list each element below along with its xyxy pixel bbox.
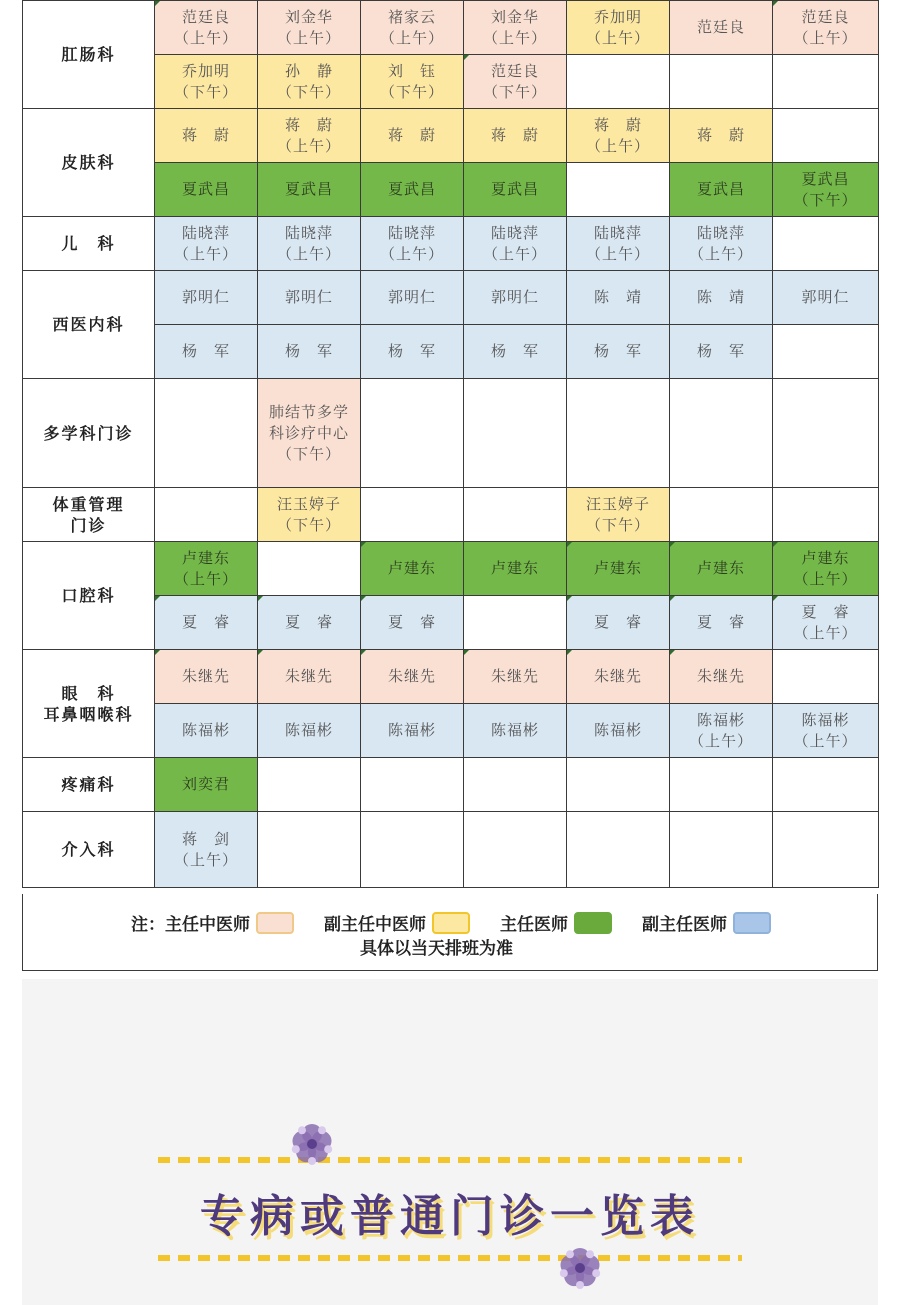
schedule-cell xyxy=(155,325,258,379)
doctor-name: 郭明仁 xyxy=(801,288,850,306)
schedule-cell xyxy=(773,542,879,596)
doctor-name: 褚家云 （上午） xyxy=(379,7,444,47)
doctor-name: 刘奕君 xyxy=(181,775,230,793)
schedule-cell xyxy=(361,650,464,704)
schedule-cell xyxy=(670,758,773,812)
department-cell xyxy=(23,271,155,379)
table-row xyxy=(23,812,879,888)
dashed-divider-bottom xyxy=(158,1255,742,1261)
doctor-name: 夏武昌 xyxy=(181,180,230,198)
schedule-cell xyxy=(258,271,361,325)
schedule-cell xyxy=(258,542,361,596)
doctor-name: 夏 睿 xyxy=(696,613,745,631)
department-label: 皮肤科 xyxy=(61,153,116,172)
schedule-cell xyxy=(567,758,670,812)
schedule-cell xyxy=(464,488,567,542)
table-row xyxy=(23,217,879,271)
schedule-cell xyxy=(670,109,773,163)
doctor-name: 陆晓萍 （上午） xyxy=(276,223,341,263)
schedule-cell xyxy=(670,488,773,542)
schedule-cell xyxy=(773,217,879,271)
doctor-name: 夏 睿 xyxy=(284,613,333,631)
schedule-cell xyxy=(258,812,361,888)
legend-swatch xyxy=(733,912,771,934)
legend-swatch xyxy=(432,912,470,934)
schedule-cell xyxy=(361,55,464,109)
doctor-name: 陆晓萍 （上午） xyxy=(688,223,753,263)
schedule-cell xyxy=(670,812,773,888)
schedule-cell xyxy=(155,488,258,542)
schedule-cell xyxy=(670,325,773,379)
doctor-name: 陈福彬 xyxy=(593,721,642,739)
doctor-name: 郭明仁 xyxy=(181,288,230,306)
doctor-name: 夏 睿 xyxy=(387,613,436,631)
schedule-cell xyxy=(464,704,567,758)
schedule-cell xyxy=(361,109,464,163)
doctor-name: 杨 军 xyxy=(284,342,333,360)
doctor-name: 陆晓萍 （上午） xyxy=(585,223,650,263)
legend-line xyxy=(131,910,771,935)
schedule-cell xyxy=(464,271,567,325)
doctor-name: 卢建东 xyxy=(490,559,539,577)
schedule-cell xyxy=(773,271,879,325)
doctor-name: 朱继先 xyxy=(181,667,230,685)
doctor-name: 朱继先 xyxy=(696,667,745,685)
schedule-cell xyxy=(567,488,670,542)
schedule-cell xyxy=(773,812,879,888)
table-row xyxy=(23,542,879,596)
schedule-cell xyxy=(258,704,361,758)
schedule-cell xyxy=(155,812,258,888)
schedule-cell xyxy=(361,379,464,488)
department-label: 西医内科 xyxy=(52,315,125,334)
doctor-name: 刘金华 （上午） xyxy=(276,7,341,47)
doctor-name: 蒋 蔚 （上午） xyxy=(276,115,341,155)
schedule-cell xyxy=(567,55,670,109)
schedule-cell xyxy=(567,596,670,650)
schedule-cell xyxy=(258,55,361,109)
doctor-name: 蒋 剑 （上午） xyxy=(173,829,238,869)
department-cell xyxy=(23,650,155,758)
schedule-cell xyxy=(155,542,258,596)
legend-swatch xyxy=(574,912,612,934)
doctor-name: 郭明仁 xyxy=(387,288,436,306)
schedule-cell xyxy=(567,704,670,758)
schedule-cell xyxy=(670,163,773,217)
schedule-cell xyxy=(670,650,773,704)
schedule-cell xyxy=(464,542,567,596)
legend-label: 副主任医师 xyxy=(642,915,727,935)
doctor-name: 夏武昌 （下午） xyxy=(793,169,858,209)
schedule-cell xyxy=(155,109,258,163)
schedule-cell xyxy=(155,217,258,271)
schedule-cell xyxy=(773,163,879,217)
schedule-cell xyxy=(155,704,258,758)
schedule-cell xyxy=(155,163,258,217)
table-row xyxy=(23,758,879,812)
doctor-name: 杨 军 xyxy=(490,342,539,360)
table-row xyxy=(23,109,879,163)
schedule-cell xyxy=(773,325,879,379)
flower-icon xyxy=(554,1242,606,1294)
schedule-cell xyxy=(361,1,464,55)
schedule-cell xyxy=(670,55,773,109)
schedule-cell xyxy=(670,1,773,55)
schedule-cell xyxy=(155,1,258,55)
doctor-name: 蒋 蔚 xyxy=(696,126,745,144)
doctor-name: 夏武昌 xyxy=(284,180,333,198)
department-cell xyxy=(23,758,155,812)
legend-item-chief-tcm xyxy=(165,910,324,935)
schedule-cell xyxy=(464,325,567,379)
schedule-cell xyxy=(258,758,361,812)
schedule-cell xyxy=(773,704,879,758)
legend-prefix: 注： xyxy=(131,915,165,935)
doctor-name: 卢建东 （上午） xyxy=(173,548,238,588)
department-cell xyxy=(23,488,155,542)
schedule-cell xyxy=(258,1,361,55)
table-row xyxy=(23,271,879,325)
doctor-name: 郭明仁 xyxy=(490,288,539,306)
schedule-cell xyxy=(361,271,464,325)
doctor-name: 陈福彬 xyxy=(284,721,333,739)
schedule-cell xyxy=(464,109,567,163)
department-cell xyxy=(23,1,155,109)
schedule-cell xyxy=(155,596,258,650)
schedule-cell xyxy=(361,542,464,596)
doctor-name: 蒋 蔚 xyxy=(387,126,436,144)
doctor-name: 陈 靖 xyxy=(593,288,642,306)
schedule-cell xyxy=(464,1,567,55)
doctor-name: 卢建东 （上午） xyxy=(793,548,858,588)
doctor-name: 郭明仁 xyxy=(284,288,333,306)
schedule-cell xyxy=(258,650,361,704)
legend-label: 副主任中医师 xyxy=(324,915,426,935)
schedule-cell xyxy=(361,325,464,379)
dashed-divider-top xyxy=(158,1157,742,1163)
schedule-cell xyxy=(670,217,773,271)
doctor-name: 陆晓萍 （上午） xyxy=(173,223,238,263)
doctor-name: 杨 军 xyxy=(593,342,642,360)
schedule-cell xyxy=(155,55,258,109)
table-row xyxy=(23,488,879,542)
doctor-name: 陆晓萍 （上午） xyxy=(379,223,444,263)
doctor-name: 陈福彬 （上午） xyxy=(688,710,753,750)
schedule-cell xyxy=(567,542,670,596)
doctor-name: 夏武昌 xyxy=(387,180,436,198)
schedule-cell xyxy=(361,488,464,542)
doctor-name: 陈福彬 （上午） xyxy=(793,710,858,750)
doctor-name: 夏 睿 xyxy=(593,613,642,631)
doctor-name: 范廷良 （上午） xyxy=(173,7,238,47)
department-label: 口腔科 xyxy=(61,586,116,605)
schedule-cell xyxy=(464,812,567,888)
schedule-cell xyxy=(773,488,879,542)
schedule-cell xyxy=(361,163,464,217)
schedule-cell xyxy=(567,650,670,704)
department-cell xyxy=(23,812,155,888)
legend-item-associate xyxy=(642,910,771,935)
doctor-name: 陆晓萍 （上午） xyxy=(482,223,547,263)
doctor-name: 卢建东 xyxy=(387,559,436,577)
schedule-cell xyxy=(464,758,567,812)
doctor-name: 杨 军 xyxy=(696,342,745,360)
schedule-cell xyxy=(464,163,567,217)
schedule-cell xyxy=(773,55,879,109)
schedule-cell xyxy=(361,704,464,758)
schedule-cell xyxy=(464,217,567,271)
schedule-cell xyxy=(567,812,670,888)
schedule-cell xyxy=(155,758,258,812)
department-label: 肛肠科 xyxy=(61,45,116,64)
doctor-name: 朱继先 xyxy=(284,667,333,685)
schedule-cell xyxy=(670,542,773,596)
schedule-cell xyxy=(670,704,773,758)
schedule-cell xyxy=(361,217,464,271)
schedule-cell xyxy=(361,812,464,888)
department-label: 多学科门诊 xyxy=(43,423,134,443)
schedule-cell xyxy=(155,379,258,488)
doctor-name: 乔加明 （下午） xyxy=(173,61,238,101)
schedule-cell xyxy=(258,163,361,217)
schedule-cell xyxy=(567,271,670,325)
schedule-cell xyxy=(567,379,670,488)
doctor-name: 汪玉婷子 （下午） xyxy=(585,494,650,534)
schedule-cell xyxy=(773,1,879,55)
doctor-name: 朱继先 xyxy=(490,667,539,685)
schedule-cell xyxy=(258,109,361,163)
doctor-name: 孙 静 （下午） xyxy=(276,61,341,101)
doctor-name: 汪玉婷子 （下午） xyxy=(276,494,341,534)
schedule-cell xyxy=(567,217,670,271)
department-cell xyxy=(23,217,155,271)
department-label: 疼痛科 xyxy=(61,775,116,794)
doctor-name: 夏 睿 （上午） xyxy=(793,602,858,642)
doctor-name: 杨 军 xyxy=(387,342,436,360)
schedule-cell xyxy=(464,596,567,650)
schedule-cell xyxy=(670,271,773,325)
doctor-name: 杨 军 xyxy=(181,342,230,360)
doctor-name: 夏武昌 xyxy=(490,180,539,198)
schedule-cell xyxy=(670,379,773,488)
schedule-cell xyxy=(464,650,567,704)
department-label: 儿 科 xyxy=(61,234,116,253)
doctor-name: 蒋 蔚 （上午） xyxy=(585,115,650,155)
flower-icon xyxy=(286,1118,338,1170)
schedule-cell xyxy=(567,163,670,217)
schedule-cell xyxy=(464,379,567,488)
department-label: 体重管理 门诊 xyxy=(52,494,125,535)
schedule-cell xyxy=(567,109,670,163)
legend-label: 主任中医师 xyxy=(165,915,250,935)
doctor-name: 蒋 蔚 xyxy=(181,126,230,144)
doctor-name: 刘金华 （上午） xyxy=(482,7,547,47)
schedule-cell xyxy=(773,109,879,163)
legend-item-associate-tcm xyxy=(324,910,500,935)
schedule-cell xyxy=(258,379,361,488)
doctor-name: 乔加明 （上午） xyxy=(585,7,650,47)
section-title: 专病或普通门诊一览表 xyxy=(200,1191,700,1242)
schedule-cell xyxy=(464,55,567,109)
legend-label: 主任医师 xyxy=(500,915,568,935)
schedule-cell xyxy=(773,379,879,488)
schedule-cell xyxy=(258,217,361,271)
legend-item-chief xyxy=(500,910,642,935)
schedule-cell xyxy=(361,758,464,812)
doctor-name: 范廷良 xyxy=(696,18,745,36)
schedule-cell xyxy=(567,325,670,379)
doctor-name: 刘 钰 （下午） xyxy=(379,61,444,101)
schedule-cell xyxy=(567,1,670,55)
department-cell xyxy=(23,542,155,650)
doctor-name: 陈福彬 xyxy=(181,721,230,739)
doctor-name: 夏武昌 xyxy=(696,180,745,198)
doctor-name: 朱继先 xyxy=(593,667,642,685)
doctor-name: 肺结节多学 科诊疗中心 （下午） xyxy=(268,402,349,463)
legend xyxy=(22,894,878,971)
doctor-name: 陈 靖 xyxy=(696,288,745,306)
table-row xyxy=(23,379,879,488)
legend-note: 具体以当天排班为准 xyxy=(360,939,513,959)
table-row xyxy=(23,650,879,704)
doctor-name: 范廷良 （上午） xyxy=(793,7,858,47)
schedule-cell xyxy=(258,596,361,650)
schedule-cell xyxy=(155,650,258,704)
legend-swatch xyxy=(256,912,294,934)
department-label: 介入科 xyxy=(61,840,116,859)
doctor-name: 蒋 蔚 xyxy=(490,126,539,144)
department-cell xyxy=(23,379,155,488)
doctor-name: 范廷良 （下午） xyxy=(482,61,547,101)
schedule-cell xyxy=(258,325,361,379)
doctor-name: 朱继先 xyxy=(387,667,436,685)
schedule-cell xyxy=(670,596,773,650)
schedule-cell xyxy=(773,596,879,650)
schedule-cell xyxy=(773,650,879,704)
doctor-name: 陈福彬 xyxy=(490,721,539,739)
schedule-cell xyxy=(155,271,258,325)
table-row xyxy=(23,1,879,55)
department-cell xyxy=(23,109,155,217)
schedule-table xyxy=(22,0,879,888)
doctor-name: 卢建东 xyxy=(593,559,642,577)
doctor-name: 陈福彬 xyxy=(387,721,436,739)
department-label: 眼 科 耳鼻咽喉科 xyxy=(43,683,134,724)
doctor-name: 夏 睿 xyxy=(181,613,230,631)
schedule-cell xyxy=(258,488,361,542)
schedule-cell xyxy=(773,758,879,812)
doctor-name: 卢建东 xyxy=(696,559,745,577)
schedule-cell xyxy=(361,596,464,650)
